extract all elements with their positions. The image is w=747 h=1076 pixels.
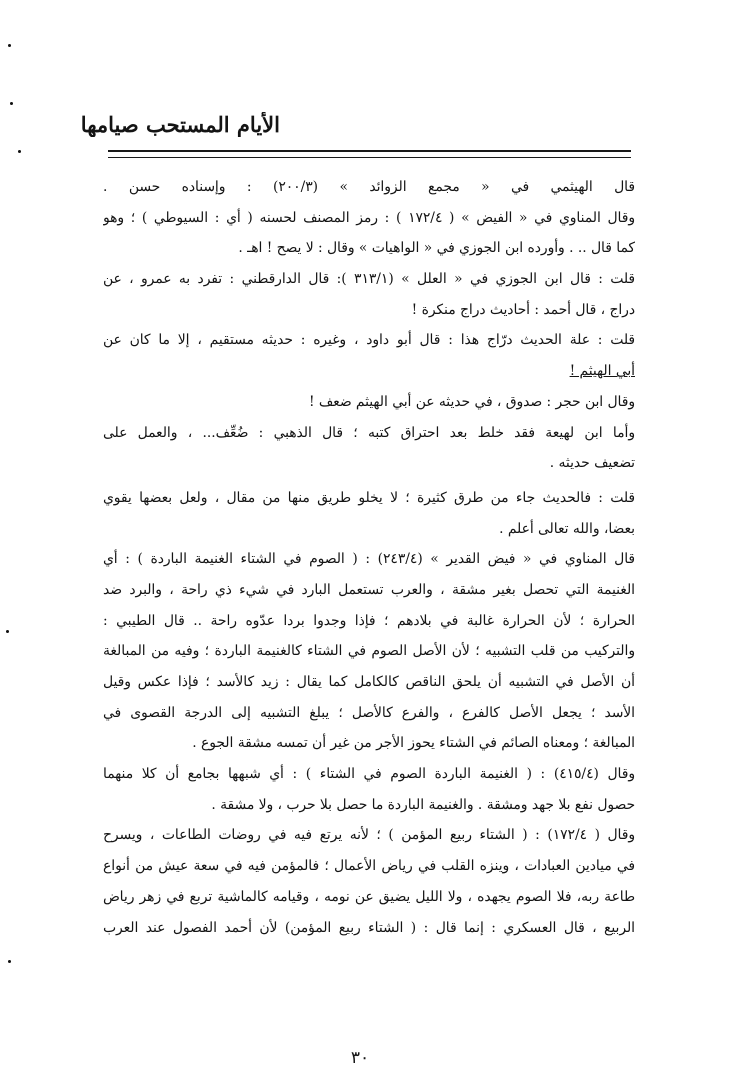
text-line: قلت : علة الحديث درّاج هذا : قال أبو داود ، وغيره : حديثه مستقيم ، إلا ما كان عن: [103, 332, 635, 349]
text-line: الأسد ؛ يجعل الأصل كالفرع ، والفرع كالأصل ؛ يبلغ التشبيه إلى الدرجة القصوى في: [103, 704, 635, 721]
text-line: قلت : قال ابن الجوزي في « العلل » (٣١٣/١ ): قال الدارقطني : تفرد به عمرو ، عن: [103, 271, 635, 288]
text-line: وقال (٤١٥/٤) : ( الغنيمة الباردة الصوم في الشتاء ) : أي شبهها بجامع أن كلا منهما: [103, 766, 635, 783]
text-line: أبي الهيثم !: [569, 363, 635, 380]
text-line: الغنيمة التي تحصل بغير مشقة ، والعرب تستعمل البارد في شيء ذي راحة ، والبرد ضد: [103, 581, 635, 598]
text-line: بعضا، والله تعالى أعلم .: [499, 520, 635, 537]
scan-speck: [8, 44, 11, 47]
text-line: والتركيب من قلب التشبيه ؛ لأن الأصل الصوم في الشتاء كالغنيمة الباردة ؛ وفيه من المبالغة: [103, 643, 635, 660]
scan-speck: [10, 102, 13, 105]
text-line: وأما ابن لهيعة فقد خلط بعد احتراق كتبه ؛ قال الذهبي : ضُعِّف... ، والعمل على: [103, 424, 635, 441]
header-rule-thin: [108, 157, 631, 158]
text-line: أن الأصل في التشبيه أن يلحق الناقص كالكامل كما يقال : زيد كالأسد ؛ فإذا عكس وقيل: [103, 674, 635, 690]
text-line: حصول نفع بلا جهد ومشقة . والغنيمة الباردة ما حصل بلا حرب ، ولا مشقة .: [211, 796, 635, 813]
page-header-title: الأيام المستحب صيامها: [80, 112, 280, 137]
page-number: ٣٠: [350, 1048, 370, 1068]
scan-speck: [8, 960, 11, 963]
text-line: وقال ( ١٧٢/٤) : ( الشتاء ربيع المؤمن ) ؛ لأنه يرتع فيه في روضات الطاعات ، ويسرح: [103, 827, 635, 844]
text-line: كما قال .. . وأورده ابن الجوزي في « الواهيات » وقال : لا يصح ! اهـ .: [238, 240, 635, 257]
text-line: تضعيف حديثه .: [549, 455, 635, 472]
scan-speck: [18, 150, 21, 153]
text-line: قلت : فالحديث جاء من طرق كثيرة ؛ لا يخلو طريق منها من مقال ، ولعل بعضها يقوي: [103, 489, 635, 506]
text-line: دراج ، قال أحمد : أحاديث دراج منكرة !: [411, 301, 635, 318]
text-line: وقال المناوي في « الفيض » ( ١٧٢/٤ ) : رمز المصنف لحسنه ( أي : السيوطي ) ؛ وهو: [103, 209, 635, 226]
text-line: وقال ابن حجر : صدوق ، في حديثه عن أبي الهيثم ضعف !: [308, 393, 635, 410]
text-line: المبالغة ؛ ومعناه الصائم في الشتاء يحوز الأجر من غير أن تمسه مشقة الجوع .: [192, 735, 635, 752]
header-rule-thick: [108, 150, 631, 152]
scan-speck: [6, 630, 9, 633]
text-line: الربيع ، قال العسكري : إنما قال : ( الشتاء ربيع المؤمن) لأن أحمد الفصول عند العرب: [103, 919, 635, 936]
text-line: طاعة ربه، فلا الصوم يجهده ، ولا الليل يضيق عن نومه ، وقيامه كالماشية تربع في زهر رياض: [103, 888, 635, 905]
text-line: قال المناوي في « فيض القدير » (٢٤٣/٤) : ( الصوم في الشتاء الغنيمة الباردة ) : أي: [103, 551, 635, 568]
body-text: [103, 172, 635, 943]
text-line: قال الهيثمي في « مجمع الزوائد » (٢٠٠/٣) : وإسناده حسن .: [103, 179, 635, 195]
text-line: الحرارة ؛ لأن الحرارة غالبة في بلادهم ؛ فإذا وجدوا بردا عدّوه راحة .. قال الطيبي :: [103, 612, 635, 629]
text-line: في ميادين العبادات ، وينزه القلب في رياض الأعمال ؛ فالمؤمن فيه في سعة عيش من أنواع: [103, 858, 635, 875]
